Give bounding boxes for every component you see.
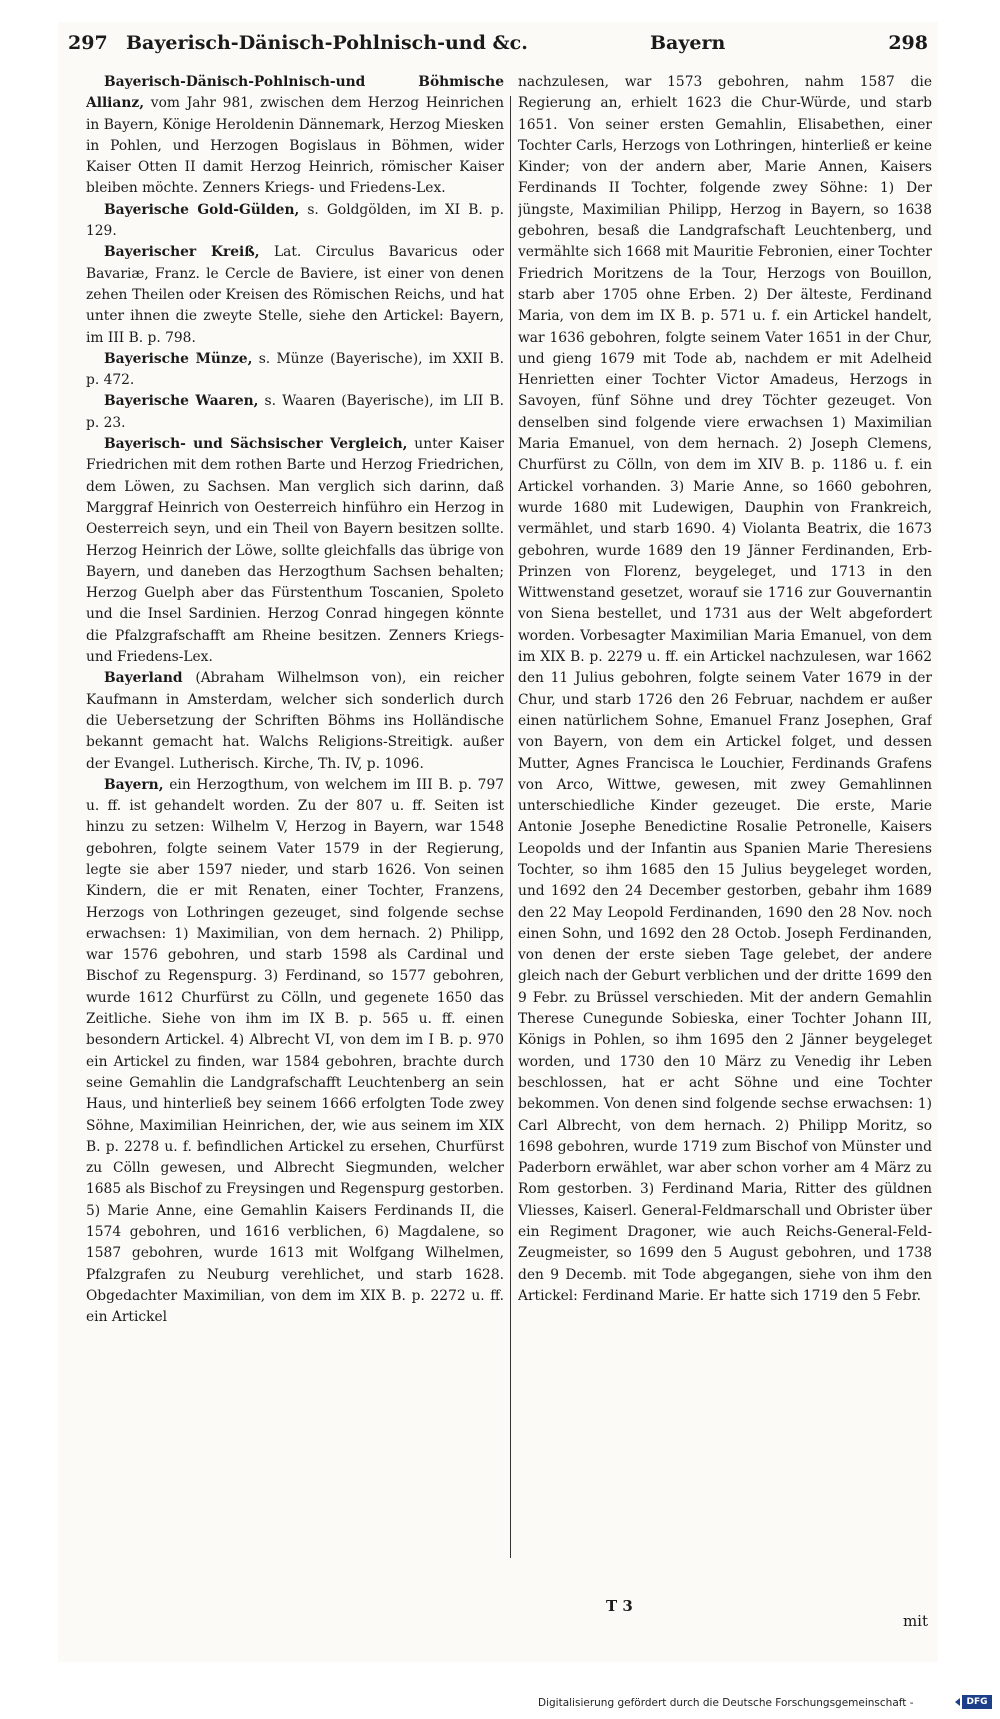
article-entry xyxy=(86,434,504,668)
article-entry xyxy=(86,349,504,392)
article-entry xyxy=(86,775,504,1329)
left-text-column xyxy=(86,72,504,1582)
running-header xyxy=(58,32,938,72)
entry-headword: Bayerisch- und Sächsischer Vergleich, xyxy=(104,436,408,453)
page-number-left: 297 xyxy=(68,32,108,54)
entry-text: s. Münze (Bayerische), im XXII B. p. 472. xyxy=(86,350,504,389)
entry-text: nachzulesen, war 1573 gebohren, nahm 1587 die Regierung an, erhielt 1623 die Chur-Würde, und starb 1651. Von seiner ersten Gemahlin, Elisabethen, einer Tochter Carls, Herzogs von Lothringen, hinterließ er keine Kinder; von der andern aber, Marie Annen, Kaisers Ferdinands II Tochter, folgende zwey Söhne: 1) Der jüngste, Maximilian Philipp, Herzog in Bayern, so 1638 gebohren, besaß die Landgrafschaft Leuchtenberg, und vermählte sich 1668 mit Mauritie Febronien, einer Tochter Friedrich Moritzens de la Tour, Herzogs von Bouillon, starb aber 1705 ohne Erben. 2) Der älteste, Ferdinand Maria, von dem im IX B. p. 571 u. f. ein Artickel handelt, war 1636 gebohren, folgte seinem Vater 1651 in der Chur, und gieng 1679 mit Tode ab, nachdem er mit Adelheid Henrietten einer Tochter Victor Amadeus, Herzogs in Savoyen, fünf Söhne und drey Töchter gezeuget. Von denselben sind folgende viere erwachsen 1) Maximilian Maria Emanuel, von dem hernach. 2) Joseph Clemens, Churfürst zu Cölln, von dem im XIV B. p. 1186 u. f. ein Artickel vorhanden. 3) Marie Anne, so 1660 gebohren, wurde 1680 mit Ludewigen, Dauphin von Frankreich, vermählet, und starb 1690. 4) Violanta Beatrix, die 1673 gebohren, wurde 1689 den 19 Jänner Ferdinanden, Erb-Prinzen von Florenz, beygeleget, und 1713 in den Wittwenstand gesetzet, worauf sie 1716 zur Gouvernantin von Siena bestellet, und 1731 aus der Welt abgefordert worden. Vorbesagter Maximilian Maria Emanuel, von dem im XIX B. p. 2279 u. ff. ein Artickel nachzulesen, war 1662 den 11 Julius gebohren, folgte seinem Vater 1679 in der Chur, und starb 1726 den 26 Februar, nachdem er außer einen natürlichem Sohne, Emanuel Franz Josephen, Graf von Bayern, von dem ein Artickel folget, und dessen Mutter, Agnes Francisca le Louchier, Ferdinands Grafens von Arco, Wittwe, gewesen, mit zwey Gemahlinnen unterschiedliche Kinder gezeuget. Die erste, Marie Antonie Josephe Benedictine Rosalie Petronelle, Kaisers Leopolds und der Infantin aus Spanien Marie Theresiens Tochter, so ihm 1685 den 15 Julius beygeleget worden, und 1692 den 24 December gestorben, gebahr ihm 1689 den 22 May Leopold Ferdinanden, 1690 den 28 Nov. noch einen Sohn, und 1692 den 28 Octob. Joseph Ferdinanden, von denen der erste sieben Tage gelebet, der andere gleich nach der Geburt verblichen und der dritte 1699 den 9 Febr. zu Brüssel verschieden. Mit der andern Gemahlin Therese Cunegunde Sobieska, einer Tochter Johann III, Königs in Pohlen, so ihm 1695 den 2 Jänner beygeleget worden, und 1730 den 10 März zu Venedig ihr Leben beschlossen, hat er acht Söhne und eine Tochter bekommen. Von denen sind folgende sechse erwachsen: 1) Carl Albrecht, von dem hernach. 2) Philipp Moritz, so 1698 gebohren, wurde 1719 zum Bischof von Münster und Paderborn erwählet, war aber schon vorher am 4 März zu Rom gestorben. 3) Ferdinand Maria, Ritter des güldnen Vliesses, Kaiserl. General-Feldmarschall und Obrister über ein Regiment Dragoner, wie auch Reichs-General-Feld-Zeugmeister, so 1699 den 5 August gebohren, und 1738 den 9 Decemb. mit Tode abgegangen, siehe von ihm den Artickel: Ferdinand Marie. Er hatte sich 1719 den 5 Febr. xyxy=(518,74,932,1304)
catchword: mit xyxy=(902,1612,928,1630)
dfg-logo-text: DFG xyxy=(966,1697,988,1707)
article-entry xyxy=(86,200,504,243)
article-entry xyxy=(86,242,504,348)
article-entry xyxy=(86,72,504,200)
scanned-page xyxy=(58,22,938,1662)
entry-text: (Abraham Wilhelmson von), ein reicher Kaufmann in Amsterdam, welcher sich sonderlich durch die Uebersetzung der Schriften Böhms ins Holländische bekannt gemacht hat. Walchs Religions-Streitigk. außer der Evangel. Lutherisch. Kirche, Th. IV, p. 1096. xyxy=(86,670,504,772)
signature-mark: T 3 xyxy=(606,1597,633,1615)
digitization-note: Digitalisierung gefördert durch die Deutsche Forschungsgemeinschaft - xyxy=(538,1697,914,1709)
article-entry xyxy=(518,72,932,1307)
entry-headword: Bayerland xyxy=(104,670,183,687)
entry-text: s. Waaren (Bayerische), im LII B. p. 23. xyxy=(86,393,504,431)
article-entry xyxy=(86,391,504,434)
entry-headword: Bayerische Münze, xyxy=(104,350,253,367)
right-text-column xyxy=(518,72,932,1582)
running-title-right: Bayern xyxy=(650,32,726,54)
dfg-logo-icon xyxy=(962,1695,992,1709)
entry-text: vom Jahr 981, zwischen dem Herzog Heinrichen in Bayern, Könige Heroldenin Dännemark, Herzog Miesken in Pohlen, und Herzogen Bogislaus in Böhmen, wider Kaiser Otten II damit Herzog Heinrich, römischer Kaiser bleiben möchte. Zenners Kriegs- und Friedens-Lex. xyxy=(86,95,504,197)
entry-text: unter Kaiser Friedrichen mit dem rothen Barte und Herzog Friedrichen, dem Löwen, zu Sachsen. Man verglich sich darinn, daß Marggraf Heinrich von Oesterreich hinführo ein Herzog in Oesterreich seyn, und ein Theil von Bayern besitzen sollte. Herzog Heinrich der Löwe, sollte gleichfalls das übrige von Bayern, und daneben das Herzogthum Sachsen behalten; Herzog Guelph aber das Fürstenthum Toscanien, Spoleto und die Insel Sardinien. Herzog Conrad hingegen könnte die Pfalzgrafschafft am Rheine besitzen. Zenners Kriegs- und Friedens-Lex. xyxy=(86,436,504,666)
entry-headword: Bayerisch-Dänisch-Pohlnisch-und Böhmische Allianz, xyxy=(86,74,504,112)
entry-headword: Bayerische Gold-Gülden, xyxy=(104,201,300,218)
column-divider xyxy=(510,96,511,1558)
entry-text: s. Goldgölden, im XI B. p. 129. xyxy=(86,201,504,240)
entry-headword: Bayerische Waaren, xyxy=(104,393,259,410)
article-entry xyxy=(86,668,504,774)
entry-text: Lat. Circulus Bavaricus oder Bavariæ, Franz. le Cercle de Baviere, ist einer von denen zehen Theilen oder Kreisen des Römischen Reichs, und hat unter ihnen die zweyte Stelle, siehe den Artickel: Bayern, im III B. p. 798. xyxy=(86,244,504,346)
running-title-left: Bayerisch-Dänisch-Pohlnisch-und &c. xyxy=(126,32,528,54)
entry-headword: Bayern, xyxy=(104,776,164,793)
entry-text: ein Herzogthum, von welchem im III B. p. 797 u. ff. ist gehandelt worden. Zu der 807 u. ff. Seiten ist hinzu zu setzen: Wilhelm V, Herzog in Bayern, war 1548 gebohren, folgte seinem Vater 1579 in der Regierung, legte sie aber 1597 nieder, und starb 1626. Von seinen Kindern, die er mit Renaten, einer Tochter, Franzens, Herzogs von Lothringen gezeuget, sind folgende sechse erwachsen: 1) Maximilian, von dem hernach. 2) Philipp, war 1576 gebohren, und starb 1598 als Cardinal und Bischof zu Regenspurg. 3) Ferdinand, so 1577 gebohren, wurde 1612 Churfürst zu Cölln, und gegenete 1650 das Zeitliche. Siehe von ihm im IX B. p. 565 u. ff. einen besondern Artickel. 4) Albrecht VI, von dem im I B. p. 970 ein Artickel zu finden, war 1584 gebohren, brachte durch seine Gemahlin die Landgrafschafft Leuchtenberg an sein Haus, und hinterließ bey seinem 1666 erfolgten Tode zwey Söhne, Maximilian Heinrichen, der, wie aus seinem im XIX B. p. 2278 u. f. befindlichen Artickel zu ersehen, Churfürst zu Cölln gewesen, und Albrecht Siegmunden, welcher 1685 als Bischof zu Freysingen und Regenspurg gestorben. 5) Marie Anne, eine Gemahlin Kaisers Ferdinands II, die 1574 gebohren, und 1616 verblichen, 6) Magdalene, so 1587 gebohren, wurde 1613 mit Wolfgang Wilhelmen, Pfalzgrafen zu Neuburg verehlichet, und starb 1628. Obgedachter Maximilian, von dem im XIX B. p. 2272 u. ff. ein Artickel xyxy=(86,776,504,1326)
page-number-right: 298 xyxy=(888,32,928,54)
entry-headword: Bayerischer Kreiß, xyxy=(104,244,260,261)
